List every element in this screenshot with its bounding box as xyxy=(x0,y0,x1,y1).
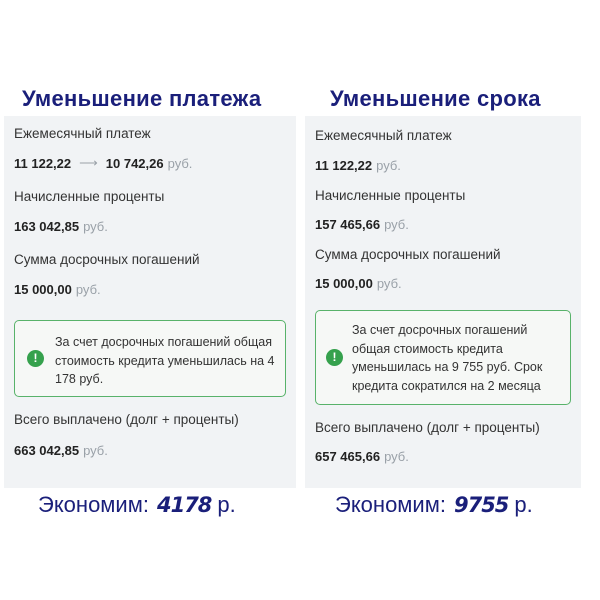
right-note-line: общая стоимость кредита xyxy=(352,341,503,356)
left-interest-label: Начисленные проценты xyxy=(14,189,165,204)
right-prepay-value xyxy=(315,276,402,291)
right-note-line: уменьшилась на 9 755 руб. Срок xyxy=(352,360,543,374)
right-economy-unit: р. xyxy=(514,492,533,517)
right-savings-note xyxy=(315,310,571,405)
right-note-line: За счет досрочных погашений xyxy=(352,323,528,337)
left-economy-label: Экономим: xyxy=(38,492,149,517)
right-total-amount: 657 465,66 xyxy=(315,449,381,464)
right-total-unit: руб. xyxy=(384,449,409,464)
right-interest-unit: руб. xyxy=(384,217,409,232)
left-economy-value: 4178 xyxy=(156,493,212,517)
right-prepay-label: Сумма досрочных погашений xyxy=(315,247,501,262)
arrow-right-icon: ⟶ xyxy=(79,155,98,170)
right-note-text xyxy=(352,321,542,395)
left-monthly-from: 11 122,22 xyxy=(14,156,72,171)
right-interest-label: Начисленные проценты xyxy=(315,188,466,203)
left-total-value xyxy=(14,443,108,458)
right-economy-value: 9755 xyxy=(453,493,509,517)
left-monthly-to: 10 742,26 xyxy=(105,156,164,171)
left-note-line: За счет досрочных погашений общая xyxy=(55,335,272,349)
right-total-label: Всего выплачено (долг + проценты) xyxy=(315,420,540,435)
exclamation-circle-icon: ! xyxy=(27,350,44,367)
right-monthly-unit: руб. xyxy=(376,158,401,173)
left-monthly-value xyxy=(14,156,192,172)
left-prepay-amount: 15 000,00 xyxy=(14,282,72,297)
right-economy xyxy=(335,492,533,518)
left-interest-amount: 163 042,85 xyxy=(14,219,80,234)
left-prepay-unit: руб. xyxy=(75,282,101,297)
left-title: Уменьшение платежа xyxy=(22,86,262,111)
right-monthly-amount: 11 122,22 xyxy=(315,158,373,173)
left-note-line: 178 руб. xyxy=(55,372,104,386)
left-monthly-label: Ежемесячный платеж xyxy=(14,126,151,141)
left-note-text xyxy=(55,333,275,389)
left-panel xyxy=(4,116,296,488)
left-prepay-label: Сумма досрочных погашений xyxy=(14,252,200,267)
right-panel xyxy=(305,116,581,488)
left-economy xyxy=(38,492,236,518)
exclamation-circle-icon: ! xyxy=(326,349,343,366)
right-title: Уменьшение срока xyxy=(330,86,541,111)
left-economy-unit: р. xyxy=(217,492,236,517)
left-total-amount: 663 042,85 xyxy=(14,443,80,458)
left-prepay-value xyxy=(14,282,101,297)
right-interest-value xyxy=(315,217,409,232)
left-total-label: Всего выплачено (долг + проценты) xyxy=(14,412,239,427)
right-total-value xyxy=(315,449,409,464)
right-prepay-unit: руб. xyxy=(376,276,402,291)
right-economy-label: Экономим: xyxy=(335,492,446,517)
left-total-unit: руб. xyxy=(83,443,108,458)
left-interest-unit: руб. xyxy=(83,219,108,234)
left-note-line: стоимость кредита уменьшилась на 4 xyxy=(55,353,275,368)
right-monthly-label: Ежемесячный платеж xyxy=(315,128,452,143)
left-savings-note xyxy=(14,320,286,397)
right-note-line: кредита сократился на 2 месяца xyxy=(352,378,541,393)
right-prepay-amount: 15 000,00 xyxy=(315,276,373,291)
left-monthly-unit: руб. xyxy=(167,156,193,171)
right-monthly-value xyxy=(315,158,401,173)
right-interest-amount: 157 465,66 xyxy=(315,217,381,232)
left-interest-value xyxy=(14,219,108,234)
